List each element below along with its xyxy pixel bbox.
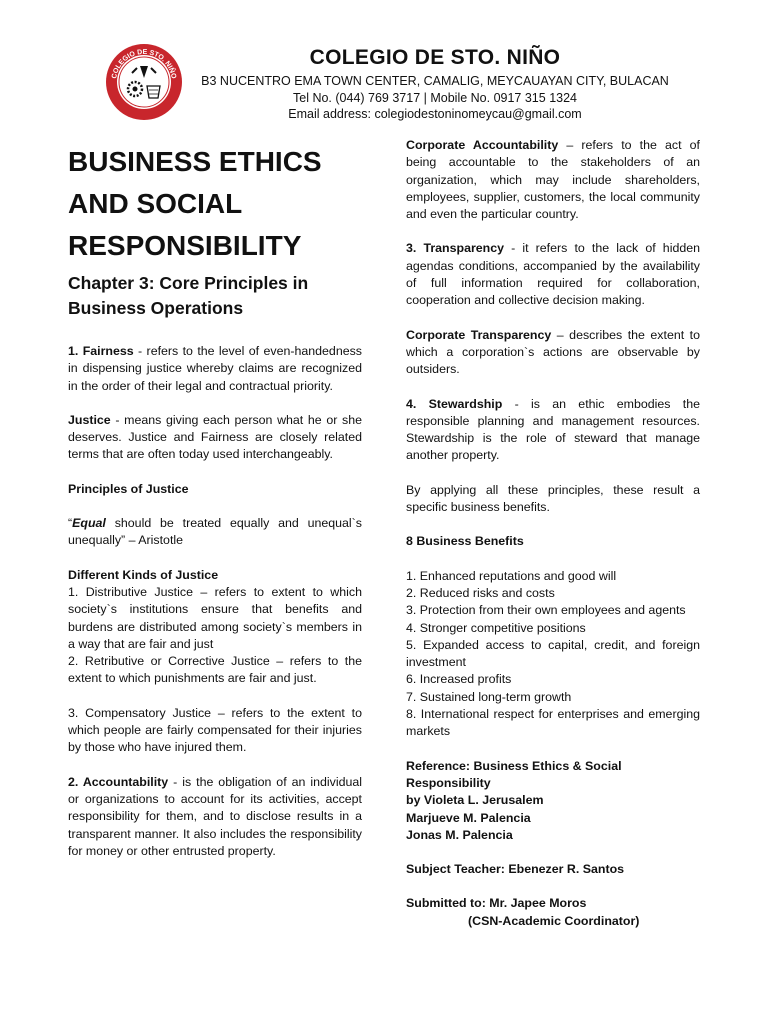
justice-text: - means giving each person what he or she deserves. Justice and Fairness are closely related terms that are often today used interchangeably. (68, 412, 362, 462)
justice-paragraph (68, 412, 362, 464)
fairness-term: 1. Fairness (68, 344, 134, 358)
subject-teacher (406, 861, 700, 878)
svg-text:COLEGIO DE STO. NIÑO: COLEGIO DE STO. NIÑO (111, 48, 177, 80)
corporate-accountability-paragraph (406, 137, 700, 223)
corporate-accountability-text: – refers to the act of being accountable to the stakeholders of an organization, which may include shareholders, employees, supplier, customers, the local community and even the particular country. (406, 138, 701, 222)
reference-block (406, 758, 700, 844)
school-email: Email address: colegiodestoninomeycau@gmail.com (288, 107, 582, 121)
distributive-justice: 1. Distributive Justice – refers to extent to which society`s institutions ensure that benefits and burdens are distributed among society`s members in a way that are fair and just (68, 584, 362, 651)
aristotle-quote (68, 515, 362, 550)
kinds-heading (68, 567, 362, 584)
stewardship-paragraph (406, 396, 700, 465)
accountability-text: - is the obligation of an individual or organizations to account for its activities, accept responsibility for them, and to disclose results in a transparent manner. It also includes the responsibility for money or other entrusted property. (68, 774, 362, 858)
school-name: COLEGIO DE STO. NIÑO (309, 46, 561, 69)
reference-line: Marjueve M. Palencia (406, 810, 531, 825)
chapter-line: Business Operations (68, 298, 244, 318)
reference-line: by Violeta L. Jerusalem (406, 793, 544, 808)
chapter-heading (68, 271, 362, 321)
quote-emphasis: Equal (72, 516, 106, 531)
school-address: B3 NUCENTRO EMA TOWN CENTER, CAMALIG, MEYCAUAYAN CITY, BULACAN (201, 74, 669, 88)
reference-line: Jonas M. Palencia (406, 827, 513, 842)
quote-text: should be treated equally and unequal`s unequally” – Aristotle (68, 516, 362, 548)
principles-heading-text: Principles of Justice (68, 481, 189, 496)
list-item: 6. Increased profits (406, 672, 512, 687)
compensatory-justice: 3. Compensatory Justice – refers to the extent to which people are fairly compensated for their injuries by those who have injured them. (68, 705, 362, 755)
school-seal-logo (104, 42, 184, 122)
chapter-line: Chapter 3: Core Principles in (68, 273, 309, 293)
fairness-paragraph (68, 343, 362, 395)
list-item: 3. Protection from their own employees and agents (406, 603, 686, 618)
fairness-text: - refers to the level of even-handedness in dispensing justice whereby claims are recognized in the order of their legal and contractual priority. (68, 344, 362, 393)
stewardship-term: 4. Stewardship (406, 396, 503, 411)
applying-paragraph: By applying all these principles, these result a specific business benefits. (406, 482, 700, 515)
left-column (68, 137, 362, 877)
submitted-block (406, 895, 700, 930)
document-title (68, 141, 362, 267)
reference-line: Reference: Business Ethics & Social Responsibility (406, 758, 622, 790)
retributive-justice: 2. Retributive or Corrective Justice – refers to the extent to which punishments are fair and just. (68, 654, 362, 686)
list-item: 7. Sustained long-term growth (406, 689, 572, 704)
corporate-transparency-text: – describes the extent to which a corporation`s actions are observable by outsiders. (406, 327, 701, 377)
benefits-heading-text: 8 Business Benefits (406, 534, 524, 549)
title-line: AND SOCIAL (68, 188, 243, 219)
letterhead (0, 0, 768, 125)
title-line: RESPONSIBILITY (68, 230, 302, 261)
quote-mark: “ (68, 516, 73, 531)
submitted-to: Submitted to: Mr. Japee Moros (406, 896, 587, 911)
corporate-transparency-term: Corporate Transparency (406, 327, 552, 342)
transparency-text: - it refers to the lack of hidden agendas conditions, accompanied by the availability of full information required for collaboration, cooperation and collective decision making. (406, 241, 701, 308)
corporate-accountability-term: Corporate Accountability (406, 138, 559, 152)
subject-teacher-text: Subject Teacher: Ebenezer R. Santos (406, 862, 625, 877)
list-item: 1. Enhanced reputations and good will (406, 568, 617, 583)
right-column (406, 137, 700, 930)
principles-heading (68, 481, 362, 498)
school-phone: Tel No. (044) 769 3717 | Mobile No. 0917 315 1324 (293, 91, 577, 105)
kinds-heading-text: Different Kinds of Justice (68, 567, 219, 582)
corporate-transparency-paragraph (406, 327, 700, 379)
list-item: 8. International respect for enterprises and emerging markets (406, 707, 700, 739)
title-line: BUSINESS ETHICS (68, 146, 322, 177)
benefits-heading (406, 533, 700, 550)
coordinator-title: (CSN-Academic Coordinator) (468, 913, 640, 928)
list-item: 5. Expanded access to capital, credit, and foreign investment (406, 637, 700, 670)
transparency-paragraph (406, 240, 700, 309)
accountability-paragraph (68, 774, 362, 860)
justice-term: Justice (68, 412, 111, 427)
stewardship-text: - is an ethic embodies the responsible planning and management resources. Stewardship is the role of steward that manage another property. (406, 396, 700, 463)
transparency-term: 3. Transparency (406, 241, 505, 256)
benefits-list (406, 568, 700, 741)
accountability-term: 2. Accountability (68, 774, 169, 789)
list-item: 2. Reduced risks and costs (406, 585, 555, 600)
list-item: 4. Stronger competitive positions (406, 620, 586, 635)
